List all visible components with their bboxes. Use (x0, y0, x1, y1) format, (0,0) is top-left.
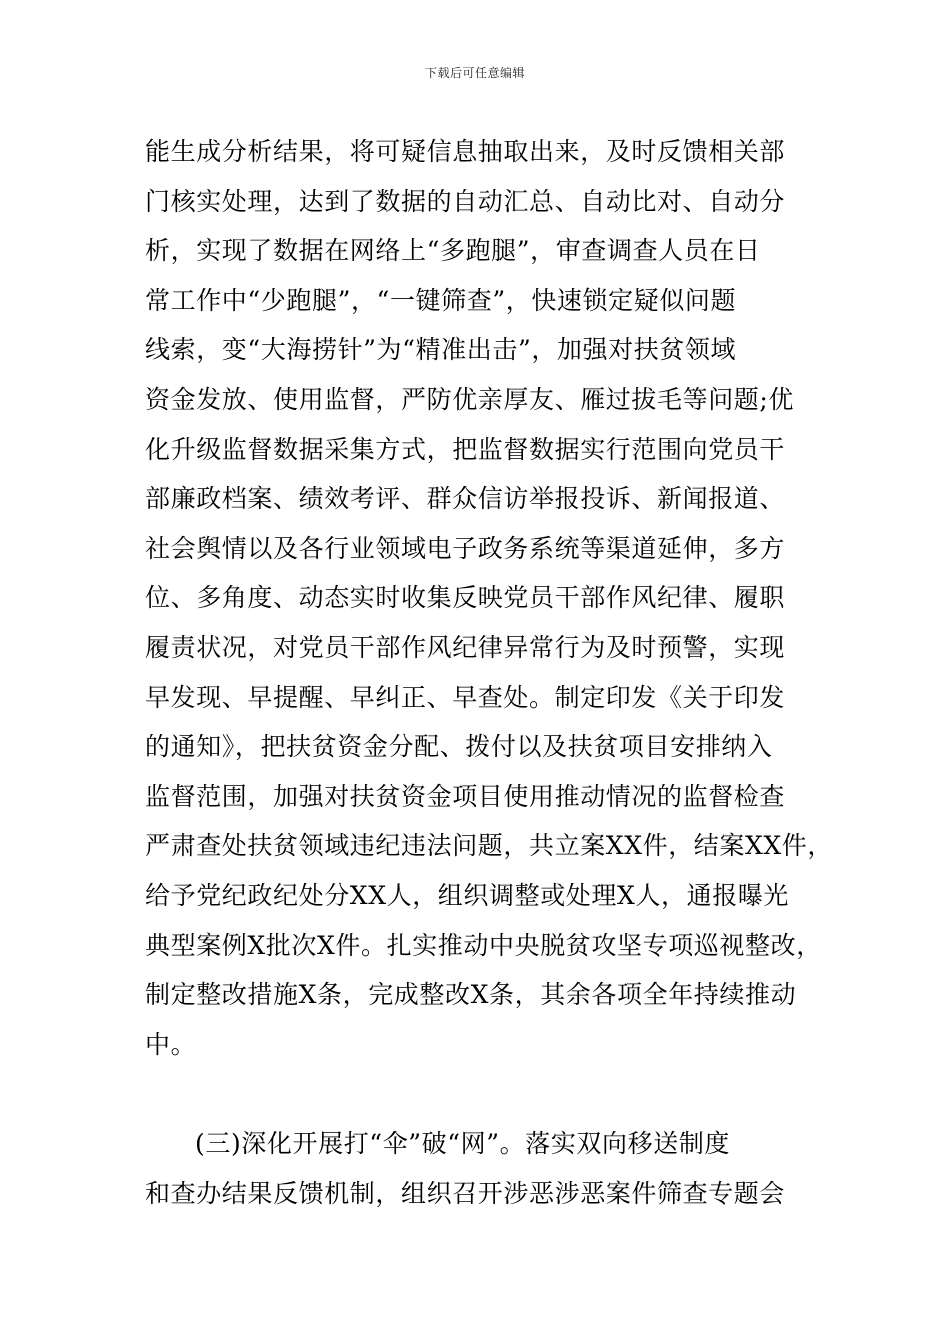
text-line: 线索，变“大海捞针”为“精准出击”，加强对扶贫领域 (145, 335, 737, 365)
text-line: 严肃查处扶贫领域违纪违法问题，共立案XX件，结案XX件， (145, 831, 833, 861)
text-line: 位、多角度、动态实时收集反映党员干部作风纪律、履职 (145, 583, 786, 613)
text-line: 中。 (145, 1029, 197, 1059)
text-line: 的通知》，把扶贫资金分配、拨付以及扶贫项目安排纳入 (145, 732, 773, 762)
paragraph-1 (145, 127, 833, 1069)
body-text (145, 127, 833, 1218)
text-line: 给予党纪政纪处分XX人，组织调整或处理X人，通报曝光 (145, 880, 789, 910)
text-line: 常工作中“少跑腿”，“一键筛查”，快速锁定疑似问题 (145, 285, 737, 315)
paragraph-2 (145, 1119, 810, 1218)
text-line: 和查办结果反馈机制，组织召开涉恶涉恶案件筛查专题会 (145, 1178, 786, 1208)
text-line: 社会舆情以及各行业领域电子政务系统等渠道延伸，多方 (145, 533, 786, 563)
paragraph-spacer (145, 1069, 810, 1119)
text-line: 典型案例X批次X件。扎实推动中央脱贫攻坚专项巡视整改， (145, 930, 822, 960)
text-line: 门核实处理，达到了数据的自动汇总、自动比对、自动分 (145, 186, 786, 216)
text-line: 监督范围，加强对扶贫资金项目使用推动情况的监督检查 (145, 781, 786, 811)
text-line: 早发现、早提醒、早纠正、早查处。制定印发《关于印发 (145, 682, 786, 712)
text-line: 能生成分析结果，将可疑信息抽取出来，及时反馈相关部 (145, 137, 786, 166)
text-line: 化升级监督数据采集方式，把监督数据实行范围向党员干 (145, 434, 786, 464)
text-line: 制定整改措施X条，完成整改X条，其余各项全年持续推动 (145, 980, 797, 1010)
text-line: 部廉政档案、绩效考评、群众信访举报投诉、新闻报道、 (145, 484, 786, 514)
text-line: 资金发放、使用监督，严防优亲厚友、雁过拔毛等问题;优 (145, 384, 795, 414)
section-heading-line: (三)深化开展打“伞”破“网”。落实双向移送制度 (195, 1129, 731, 1159)
text-line: 履责状况，对党员干部作风纪律异常行为及时预警，实现 (145, 632, 786, 662)
page-header: 下载后可任意编辑 (424, 66, 525, 80)
text-line: 析，实现了数据在网络上“多跑腿”，审查调查人员在日 (145, 236, 761, 266)
